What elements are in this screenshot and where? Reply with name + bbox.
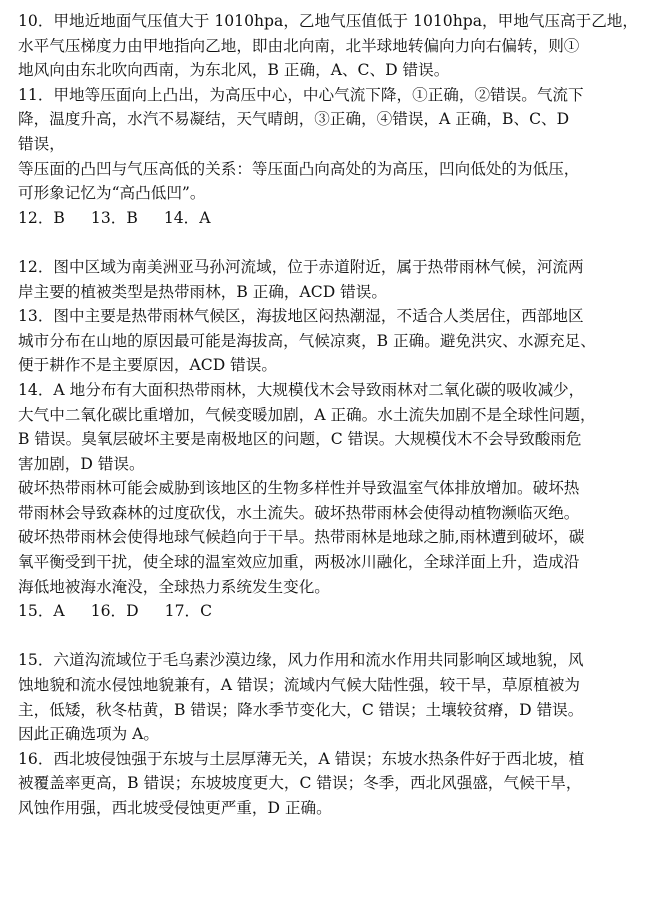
text-line: 氧平衡受到干扰，使全球的温室效应加重，两极冰川融化，全球洋面上升，造成沿 — [18, 553, 580, 572]
text-line: 15．六道沟流域位于毛乌素沙漠边缘，风力作用和流水作用共同影响区域地貌，风 — [18, 651, 584, 670]
spacer — [18, 230, 658, 255]
explanation-q15 — [18, 648, 658, 746]
text-line: 13．图中主要是热带雨林气候区，海拔地区闷热潮湿，不适合人类居住，西部地区 — [18, 307, 584, 326]
text-line: 害加剧，D 错误。 — [18, 454, 145, 473]
text-line: 降，温度升高，水汽不易凝结，天气晴朗，③正确，④错误，A 正确，B、C、D — [18, 110, 570, 129]
answer-key-12-14 — [18, 206, 658, 231]
text-line: B 错误。臭氧层破坏主要是南极地区的问题，C 错误。大规模伐木不会导致酸雨危 — [18, 430, 582, 449]
explanation-q11 — [18, 83, 658, 206]
text-line: 可形象记忆为“高凸低凹”。 — [18, 184, 206, 203]
text-line: 11．甲地等压面向上凸出，为高压中心，中心气流下降，①正确，②错误。气流下 — [18, 85, 584, 104]
text-line: 16．西北坡侵蚀强于东坡与土层厚薄无关，A 错误；东坡水热条件好于西北坡，植 — [18, 749, 585, 768]
text-line: 等压面的凸凹与气压高低的关系：等压面凸向高处的为高压，凹向低处的为低压， — [18, 159, 580, 178]
explanation-q13 — [18, 304, 658, 378]
text-line: 地风向由东北吹向西南，为东北风，B 正确，A、C、D 错误。 — [18, 61, 450, 80]
text-line: 海低地被海水淹没，全球热力系统发生变化。 — [18, 577, 330, 596]
text-line: 带雨林会导致森林的过度砍伐，水土流失。破坏热带雨林会使得动植物濒临灭绝。 — [18, 503, 580, 522]
text-line: 大气中二氧化碳比重增加，气候变暖加剧，A 正确。水土流失加剧不是全球性问题， — [18, 405, 596, 424]
answer-14: 14．A — [163, 208, 211, 227]
explanation-q10 — [18, 9, 658, 83]
answer-15: 15．A — [18, 602, 65, 621]
answer-16: 16．D — [90, 602, 139, 621]
text-line: 蚀地貌和流水侵蚀地貌兼有，A 错误；流域内气候大陆性强，较干旱，草原植被为 — [18, 676, 580, 695]
text-line: 被覆盖率更高，B 错误；东坡坡度更大，C 错误；冬季，西北风强盛，气候干旱， — [18, 774, 582, 793]
explanation-q16 — [18, 747, 658, 821]
text-line: 便于耕作不是主要原因，ACD 错误。 — [18, 356, 277, 375]
text-line: 破坏热带雨林会使得地球气候趋向于干旱。热带雨林是地球之肺,雨林遭到破坏，碳 — [18, 528, 585, 547]
text-line: 10．甲地近地面气压值大于 1010hpa，乙地气压值低于 1010hpa，甲地气压高于乙地， — [18, 12, 638, 30]
answer-explanation-document — [18, 9, 658, 821]
answer-13: 13．B — [90, 208, 138, 227]
text-line: 城市分布在山地的原因最可能是海拔高，气候凉爽，B 正确。避免洪灾、水源充足、 — [18, 331, 596, 350]
text-line: 风蚀作用强，西北坡受侵蚀更严重，D 正确。 — [18, 799, 332, 817]
explanation-q12 — [18, 255, 658, 304]
text-line: 12．图中区域为南美洲亚马孙河流域，位于赤道附近，属于热带雨林气候，河流两 — [18, 257, 584, 276]
explanation-q14 — [18, 378, 658, 599]
text-line: 水平气压梯度力由甲地指向乙地，即由北向南，北半球地转偏向力向右偏转，则① — [18, 36, 580, 55]
spacer — [18, 624, 658, 649]
answer-key-15-17 — [18, 599, 658, 624]
answer-17: 17．C — [164, 602, 213, 621]
text-line: 错误， — [18, 134, 65, 153]
answer-12: 12．B — [18, 208, 65, 227]
text-line: 破坏热带雨林可能会威胁到该地区的生物多样性并导致温室气体排放增加。破坏热 — [18, 479, 580, 498]
text-line: 14．A 地分布有大面积热带雨林，大规模伐木会导致雨林对二氧化碳的吸收减少， — [18, 380, 585, 399]
text-line: 岸主要的植被类型是热带雨林，B 正确，ACD 错误。 — [18, 282, 387, 301]
text-line: 主，低矮，秋冬枯黄，B 错误；降水季节变化大，C 错误；土壤较贫瘠，D 错误。 — [18, 700, 584, 719]
text-line: 因此正确选项为 A。 — [18, 725, 159, 744]
